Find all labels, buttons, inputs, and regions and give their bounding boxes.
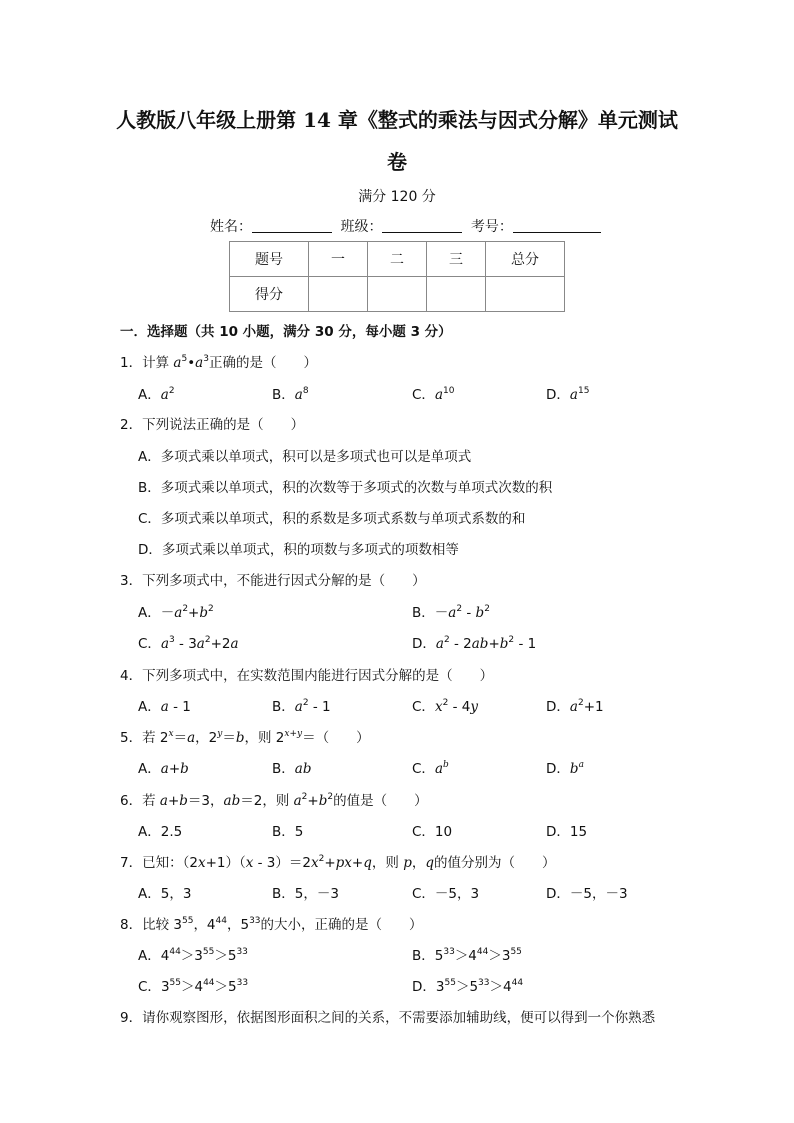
option-label: A．	[138, 605, 161, 621]
full-score: 满分 120 分	[358, 189, 436, 205]
score-cell[interactable]	[309, 277, 368, 312]
option-label: D．	[546, 699, 570, 715]
option-d[interactable]: D．$a^2 - 2ab+b^2 - 1$	[412, 635, 537, 652]
option-label: A．	[138, 387, 161, 403]
option-b[interactable]: B．5	[272, 824, 304, 840]
question-7-stem: 7．已知：$(2x+1)(x - 3)=2x^2+px+q$，则 p，q的值分别为（ ）	[120, 854, 556, 871]
option-a[interactable]: A．$a^2$	[138, 386, 175, 403]
score-table-header-row	[230, 242, 565, 277]
option-b[interactable]: B．5，－3	[272, 886, 339, 902]
option-b[interactable]: B．$a^8$	[272, 386, 309, 403]
option-label: C．	[412, 699, 435, 715]
score-header-cell: 一	[309, 242, 368, 277]
option-c[interactable]: C．10	[412, 824, 453, 840]
question-number: 7．	[120, 855, 143, 871]
class-blank[interactable]	[382, 232, 462, 233]
stem-text: 比较	[142, 917, 170, 933]
option-label: C．	[412, 761, 435, 777]
option-label: B．	[412, 605, 435, 621]
option-label: B．	[272, 761, 295, 777]
option-a[interactable]: A．$4^{44}>3^{55}>5^{33}$	[138, 947, 248, 964]
class-label: 班级：	[340, 219, 383, 235]
option-d[interactable]: D．$a^2+1$	[546, 698, 604, 715]
student-info-line	[210, 216, 605, 236]
option-label: B．	[412, 948, 435, 964]
score-row-label: 得分	[230, 277, 309, 312]
exam-title-continued: 卷	[387, 150, 407, 174]
option-d[interactable]: D．15	[546, 824, 588, 840]
score-cell[interactable]	[368, 277, 427, 312]
stem-text: 的值分别为（ ）	[434, 855, 556, 871]
option-a[interactable]: A．a+b	[138, 761, 189, 777]
option-label: A．	[138, 699, 161, 715]
question-number: 1．	[120, 355, 143, 371]
option-c[interactable]: C．$a^{10}$	[412, 386, 455, 403]
option-a[interactable]: A．5，3	[138, 886, 192, 902]
stem-text: 若	[142, 730, 156, 746]
score-header-cell: 题号	[230, 242, 309, 277]
question-4-stem: 4．下列多项式中，在实数范围内能进行因式分解的是（ ）	[120, 668, 494, 684]
exam-title: 人教版八年级上册第 14 章《整式的乘法与因式分解》单元测试	[116, 108, 678, 132]
option-d[interactable]: D．$b^a$	[546, 760, 584, 777]
stem-text: 正确的是（ ）	[208, 355, 317, 371]
option-label: B．	[272, 387, 295, 403]
stem-text: ，则	[262, 793, 290, 809]
stem-text: ，	[210, 793, 224, 809]
option-a[interactable]: A．2.5	[138, 824, 183, 840]
score-header-cell: 三	[427, 242, 486, 277]
score-table-score-row	[230, 277, 565, 312]
question-9-stem: 9．请你观察图形，依据图形面积之间的关系，不需要添加辅助线，便可以得到一个你熟悉	[120, 1010, 656, 1026]
stem-text: ，	[195, 730, 209, 746]
name-label: 姓名：	[210, 219, 252, 235]
stem-text: ，则	[371, 855, 399, 871]
exam-no-label: 考号：	[470, 219, 513, 235]
stem-text: 若	[142, 793, 156, 809]
stem-text: 计算	[142, 355, 170, 371]
option-c[interactable]: C．$x^2 - 4y$	[412, 698, 478, 715]
option-label: C．	[138, 636, 161, 652]
option-c[interactable]: C．－5，3	[412, 886, 480, 902]
score-header-cell: 二	[368, 242, 427, 277]
question-6-stem: 6．若 a+b＝3，ab＝2，则 $a^2+b^2$的值是（ ）	[120, 792, 428, 809]
option-label: D．	[546, 387, 570, 403]
question-1-stem: 1．计算 $a^5•a^3$正确的是（ ）	[120, 354, 317, 371]
stem-text: 的值是（ ）	[333, 793, 428, 809]
section-title: 一．选择题（共 10 小题，满分 30 分，每小题 3 分）	[120, 324, 452, 340]
option-d[interactable]: D．$a^{15}$	[546, 386, 590, 403]
option-b[interactable]: B．$-a^2 - b^2$	[412, 604, 490, 621]
option-a[interactable]: A．多项式乘以单项式，积可以是多项式也可以是单项式	[138, 449, 472, 465]
exam-no-blank[interactable]	[513, 232, 601, 233]
stem-text: 已知：（2	[142, 855, 198, 871]
option-label: C．	[138, 979, 161, 995]
option-label: A．	[138, 761, 161, 777]
stem-text: ，则	[244, 730, 272, 746]
question-number: 6．	[120, 793, 143, 809]
score-cell[interactable]	[427, 277, 486, 312]
option-d[interactable]: D．多项式乘以单项式，积的项数与多项式的项数相等	[138, 542, 459, 558]
name-blank[interactable]	[252, 232, 332, 233]
option-c[interactable]: C．$a^b$	[412, 760, 449, 777]
option-label: D．	[412, 636, 436, 652]
option-b[interactable]: B．多项式乘以单项式，积的次数等于多项式的次数与单项式次数的积	[138, 480, 553, 496]
question-number: 5．	[120, 730, 143, 746]
question-5-stem: 5．若 $2^x=a$，$2^y=b$，则 $2^{x+y}=$（ ）	[120, 729, 370, 746]
score-cell[interactable]	[486, 277, 565, 312]
option-label: C．	[412, 387, 435, 403]
option-label: B．	[272, 699, 295, 715]
question-3-stem: 3．下列多项式中，不能进行因式分解的是（ ）	[120, 573, 426, 589]
option-c[interactable]: C．$3^{55}>4^{44}>5^{33}$	[138, 978, 249, 995]
stem-text: 的大小，正确的是（ ）	[260, 917, 423, 933]
option-label: A．	[138, 948, 161, 964]
option-b[interactable]: B．ab	[272, 761, 312, 777]
stem-text: ＝（ ）	[302, 730, 370, 746]
question-2-stem: 2．下列说法正确的是（ ）	[120, 417, 305, 433]
option-label: D．	[546, 761, 570, 777]
option-label: D．	[412, 979, 436, 995]
question-number: 8．	[120, 917, 143, 933]
option-c[interactable]: C．多项式乘以单项式，积的系数是多项式系数与单项式系数的和	[138, 511, 526, 527]
option-d[interactable]: D．－5，－3	[546, 886, 628, 902]
option-d[interactable]: D．$3^{55}>5^{33}>4^{44}$	[412, 978, 524, 995]
option-a[interactable]: A．a - 1	[138, 699, 191, 715]
option-c[interactable]: C．$a^3 - 3a^2+2a$	[138, 635, 239, 652]
option-a[interactable]: A．$-a^2+b^2$	[138, 604, 214, 621]
score-header-cell: 总分	[486, 242, 565, 277]
score-table	[229, 241, 565, 312]
option-b[interactable]: B．$a^2 - 1$	[272, 698, 331, 715]
question-8-stem: 8．比较 $3^{55}$，$4^{44}$，$5^{33}$的大小，正确的是（ ）	[120, 916, 423, 933]
option-b[interactable]: B．$5^{33}>4^{44}>3^{55}$	[412, 947, 522, 964]
